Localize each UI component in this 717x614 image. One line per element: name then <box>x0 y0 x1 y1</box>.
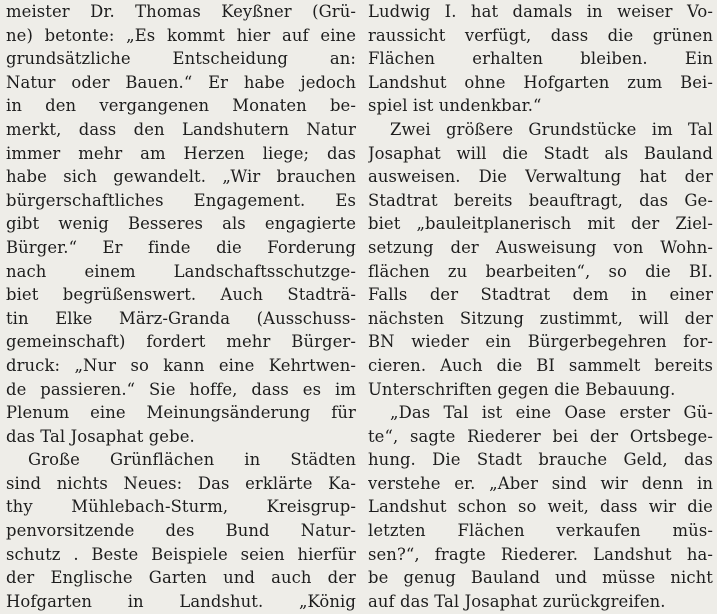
text-line: hung. Die Stadt brauche Geld, das <box>368 450 713 470</box>
text-line: de passieren.“ Sie hoffe, dass es im <box>6 379 356 399</box>
text-line: Falls der Stadtrat dem in einer <box>368 285 713 305</box>
column-gutter <box>359 0 360 614</box>
text-line: der Englische Garten und auch der <box>6 568 356 588</box>
text-line: nach einem Landschaftsschutzge- <box>6 261 356 281</box>
text-line: tin Elke März-Granda (Ausschuss- <box>6 308 356 328</box>
text-line: Plenum eine Meinungsänderung für <box>6 403 356 423</box>
text-line: be genug Bauland und müsse nicht <box>368 568 713 588</box>
text-line: penvorsitzende des Bund Natur- <box>6 521 356 541</box>
text-line: gemeinschaft) fordert mehr Bürger- <box>6 332 356 352</box>
text-line: bürgerschaftliches Engagement. Es <box>6 190 356 210</box>
text-line: in den vergangenen Monaten be- <box>6 96 356 116</box>
text-line: Ludwig I. hat damals in weiser Vo- <box>368 2 713 21</box>
text-line: schutz . Beste Beispiele seien hierfür <box>6 544 356 564</box>
text-line: „Das Tal ist eine Oase erster Gü- <box>390 403 713 423</box>
text-line: ne) betonte: „Es kommt hier auf eine <box>6 25 356 45</box>
text-line: sen?“, fragte Riederer. Landshut ha- <box>368 544 713 564</box>
text-line: BN wieder ein Bürgerbegehren for- <box>368 332 713 352</box>
text-line: thy Mühlebach-Sturm, Kreisgrup- <box>6 497 356 517</box>
text-line: Zwei größere Grundstücke im Tal <box>390 119 713 139</box>
text-line: biet „bauleitplanerisch mit der Ziel- <box>368 214 713 234</box>
text-line: Unterschriften gegen die Bebauung. <box>368 379 676 399</box>
text-line: te“, sagte Riederer bei der Ortsbege- <box>368 426 713 446</box>
text-line: Landshut ohne Hofgarten zum Bei- <box>368 72 713 92</box>
text-line: merkt, dass den Landshutern Natur <box>6 119 356 139</box>
text-line: Hofgarten in Landshut. „König <box>6 591 356 611</box>
text-line: immer mehr am Herzen liege; das <box>6 143 356 163</box>
text-line: biet begrüßenswert. Auch Stadträ- <box>6 285 356 305</box>
text-column-left <box>6 0 356 613</box>
text-line: spiel ist undenkbar.“ <box>368 96 542 116</box>
text-line: auf das Tal Josaphat zurückgreifen. <box>368 591 666 611</box>
text-line: sind nichts Neues: Das erklärte Ka- <box>6 473 356 493</box>
text-line: raussicht verfügt, dass die grünen <box>368 25 713 45</box>
text-line: verstehe er. „Aber sind wir denn in <box>368 473 713 493</box>
text-line: das Tal Josaphat gebe. <box>6 426 195 446</box>
text-line: Josaphat will die Stadt als Bauland <box>368 143 713 163</box>
text-line: Stadtrat bereits beauftragt, das Ge- <box>368 190 713 210</box>
text-line: grundsätzliche Entscheidung an: <box>6 49 356 69</box>
text-line: flächen zu bearbeiten“, so die BI. <box>368 261 713 281</box>
text-line: Flächen erhalten bleiben. Ein <box>368 49 713 69</box>
text-line: Natur oder Bauen.“ Er habe jedoch <box>6 72 356 92</box>
text-line: Große Grünflächen in Städten <box>28 450 356 470</box>
text-line: setzung der Ausweisung von Wohn- <box>368 237 713 257</box>
text-line: Bürger.“ Er finde die Forderung <box>6 237 356 257</box>
text-line: letzten Flächen verkaufen müs- <box>368 521 713 541</box>
text-line: nächsten Sitzung zustimmt, will der <box>368 308 713 328</box>
text-column-right <box>368 0 713 613</box>
text-line: cieren. Auch die BI sammelt bereits <box>368 355 713 375</box>
text-line: druck: „Nur so kann eine Kehrtwen- <box>6 355 356 375</box>
text-line: Landshut schon so weit, dass wir die <box>368 497 713 517</box>
text-line: gibt wenig Besseres als engagierte <box>6 214 356 234</box>
text-line: meister Dr. Thomas Keyßner (Grü- <box>6 2 356 21</box>
text-line: habe sich gewandelt. „Wir brauchen <box>6 167 356 187</box>
text-line: ausweisen. Die Verwaltung hat der <box>368 167 713 187</box>
